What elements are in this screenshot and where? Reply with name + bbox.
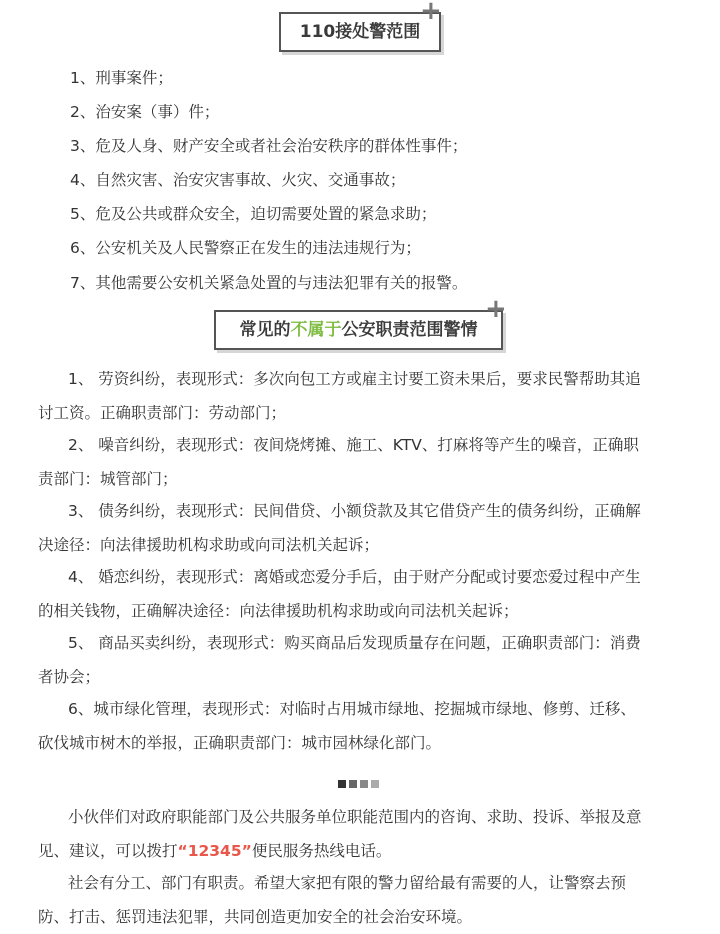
plus-icon: + [420,0,442,26]
dispute-line: 责部门：城管部门； [38,470,178,488]
section-title-suffix: 公安职责范围警情 [341,320,478,340]
dispute-item [38,560,688,628]
footer-line [38,834,688,868]
dispute-line: 4、 婚恋纠纷，表现形式：离婚或恋爱分手后，由于财产分配或讨要恋爱过程中产生 [68,568,641,586]
list-item: 3、危及人身、财产安全或者社会治安秩序的群体性事件； [70,137,468,155]
list-item: 4、自然灾害、治安灾害事故、火灾、交通事故； [70,171,406,189]
dispute-item [38,626,688,694]
dispute-line: 5、 商品买卖纠纷，表现形式：购买商品后发现质量存在问题，正确职责部门：消费 [68,634,641,652]
divider-dot [360,780,368,788]
dispute-line: 2、 噪音纠纷，表现形式：夜间烧烤摊、施工、KTV、打麻将等产生的噪音，正确职 [68,436,639,454]
dispute-item [38,428,688,496]
footer-line: 社会有分工、部门有职责。希望大家把有限的警力留给最有需要的人，让警察去预 [68,874,627,892]
dispute-line: 6、城市绿化管理，表现形式：对临时占用城市绿地、挖掘城市绿地、修剪、迁移、 [68,700,636,718]
divider-dot [338,780,346,788]
footer-text: 见、建议，可以拨打 [38,842,178,860]
divider-dots [338,773,382,781]
list-item: 7、其他需要公安机关紧急处置的与违法犯罪有关的报警。 [70,274,468,292]
divider-dot [349,780,357,788]
dispute-line: 的相关钱物，正确解决途径：向法律援助机构求助或向司法机关起诉； [38,602,519,620]
plus-icon: + [485,294,507,324]
dispute-item [38,494,688,562]
section-title-prefix: 常见的 [239,320,291,340]
list-item: 1、刑事案件； [70,69,173,87]
dispute-line: 决途径：向法律援助机构求助或向司法机关起诉； [38,536,380,554]
dispute-line: 砍伐城市树木的举报，正确职责部门：城市园林绿化部门。 [38,734,442,752]
section-title-non-police-matters [214,310,503,350]
section-title-text: 110接处警范围 [299,22,421,42]
dispute-item [38,362,688,430]
section-title-110-scope [279,12,441,52]
section-title-highlight: 不属于 [290,320,342,340]
list-item: 5、危及公共或群众安全，迫切需要处置的紧急求助； [70,205,437,223]
divider-dot [371,780,379,788]
footer-paragraph [38,800,688,868]
list-item: 6、公安机关及人民警察正在发生的违法违规行为； [70,239,421,257]
footer-line: 小伙伴们对政府职能部门及公共服务单位职能范围内的咨询、求助、投诉、举报及意 [68,808,642,826]
list-item: 2、治安案（事）件； [70,103,220,121]
footer-text: 便民服务热线电话。 [251,842,392,860]
dispute-line: 3、 债务纠纷，表现形式：民间借贷、小额贷款及其它借贷产生的债务纠纷，正确解 [68,502,641,520]
dispute-line: 讨工资。正确职责部门：劳动部门； [38,404,287,422]
dispute-item [38,692,688,760]
footer-paragraph [38,866,688,934]
dispute-line: 者协会； [38,668,101,686]
footer-line: 防、打击、惩罚违法犯罪，共同创造更加安全的社会治安环境。 [38,908,473,926]
hotline-number: “12345” [177,842,252,860]
dispute-line: 1、 劳资纠纷，表现形式：多次向包工方或雇主讨要工资未果后，要求民警帮助其追 [68,370,641,388]
